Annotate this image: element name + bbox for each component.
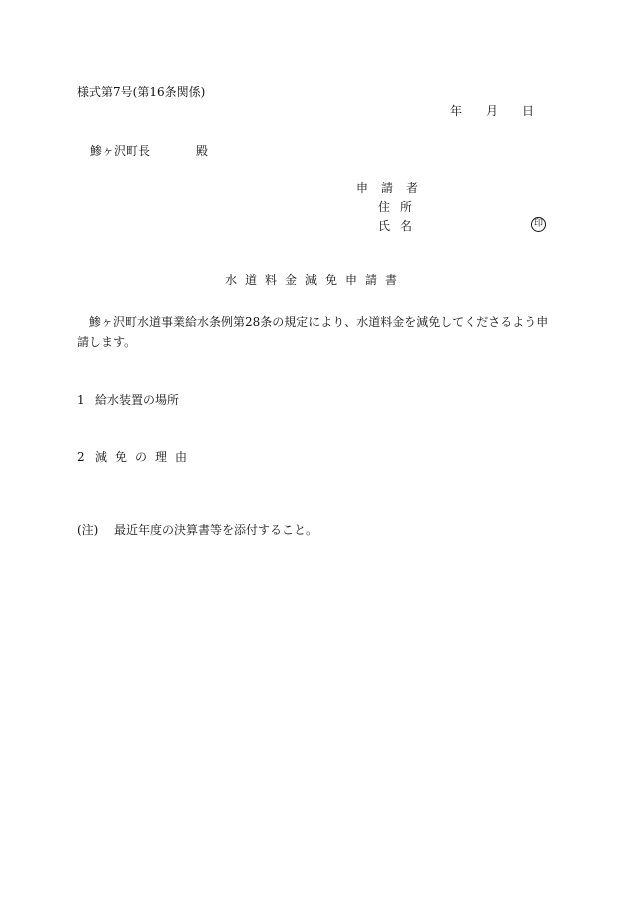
date-year-label: 年 [450, 104, 463, 118]
date-day-label: 日 [522, 104, 535, 118]
item1-label: 給水装置の場所 [95, 393, 180, 407]
name-label: 氏名 [378, 219, 423, 233]
addressee-honorific: 殿 [196, 144, 209, 158]
address-label: 住所 [378, 200, 423, 214]
item-water-supply-location [77, 392, 179, 408]
note-text: 最近年度の決算書等を添付すること。 [114, 523, 319, 537]
date-line [450, 103, 540, 119]
item2-number: 2 [77, 450, 85, 464]
note-label: (注) [77, 523, 99, 537]
item2-label: 減免の理由 [95, 450, 196, 464]
applicant-block [356, 180, 556, 240]
document-body: 鯵ヶ沢町水道事業給水条例第28条の規定により、水道料金を減免してくださるよう申請します。 [77, 315, 549, 349]
item1-number: 1 [77, 393, 85, 407]
date-month-label: 月 [486, 104, 499, 118]
document-title: 水道料金減免申請書 [224, 273, 405, 287]
addressee-name: 鯵ヶ沢町長 [90, 144, 151, 158]
item-reduction-reason [77, 449, 195, 465]
applicant-label: 申請者 [356, 181, 432, 195]
note [77, 522, 318, 538]
seal-mark: 印 [531, 217, 546, 232]
form-number: 様式第7号(第16条関係) [77, 85, 206, 99]
